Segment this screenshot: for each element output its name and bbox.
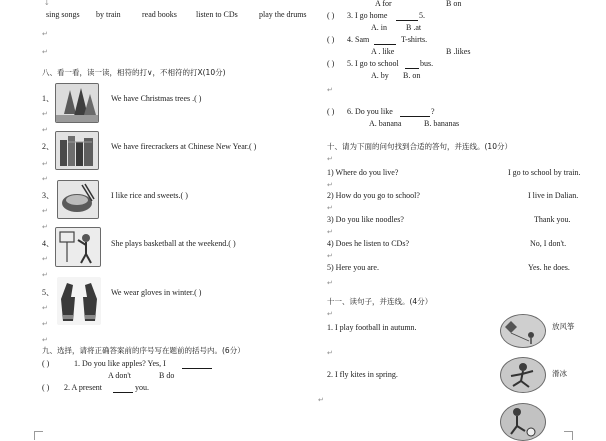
answer-paren: ( ): [327, 11, 335, 20]
question-item: 3) Do you like noodles?: [327, 215, 404, 224]
item-number: 1、: [42, 94, 54, 103]
paragraph-mark: ↵: [42, 30, 48, 38]
question-tail: 5.: [419, 11, 425, 20]
answer-blank: [400, 108, 430, 117]
answer-blank: [405, 60, 419, 69]
option-b: B on: [446, 0, 462, 8]
paragraph-mark: ↵: [42, 207, 48, 215]
paragraph-mark: ↵: [42, 175, 48, 183]
answer-paren: ( ): [327, 59, 335, 68]
question-item: 4) Does he listen to CDs?: [327, 239, 409, 248]
kite-flying-picture: [500, 314, 546, 348]
paragraph-mark: ↵: [42, 304, 48, 312]
paragraph-mark: ↵: [327, 155, 333, 163]
sentence-item: 2. I fly kites in spring.: [327, 370, 398, 379]
paragraph-mark: ↵: [327, 279, 333, 287]
activity-word: read books: [142, 10, 177, 19]
paragraph-mark: ↵: [327, 228, 333, 236]
picture-label: 放风筝: [552, 322, 575, 331]
activity-word: listen to CDs: [196, 10, 238, 19]
question-tail: T-shirts.: [401, 35, 428, 44]
activity-word: by train: [96, 10, 121, 19]
answer-item: Thank you.: [534, 215, 571, 224]
question-tail: ?: [431, 107, 435, 116]
question-item: 1) Where do you live?: [327, 168, 399, 177]
firecrackers-picture: [55, 131, 99, 170]
gloves-picture: [57, 277, 101, 325]
paragraph-mark: ↵: [327, 310, 333, 318]
option-a: A . like: [371, 47, 395, 56]
question-item: 2) How do you go to school?: [327, 191, 420, 200]
paragraph-mark: ↵: [327, 349, 333, 357]
section9-title: 九、选择，请将正确答案前的序号写在题前的括号内。(6分）: [42, 346, 245, 355]
answer-blank: [374, 36, 396, 45]
question-tail: bus.: [420, 59, 434, 68]
answer-blank: [396, 12, 418, 21]
paragraph-mark: ↵: [42, 126, 48, 134]
option-a: A don't: [108, 371, 131, 380]
answer-item: I go to school by train.: [508, 168, 581, 177]
football-picture: [500, 403, 546, 441]
answer-item: Yes. he does.: [528, 263, 570, 272]
item-sentence: We have firecrackers at Chinese New Year.( ): [111, 142, 257, 151]
answer-paren: ( ): [327, 107, 335, 116]
option-a: A. in: [371, 23, 387, 32]
basketball-picture: [55, 227, 101, 267]
paragraph-mark: ↵: [42, 160, 48, 168]
option-b: B .at: [406, 23, 422, 32]
answer-blank: [182, 360, 212, 369]
answer-paren: ( ): [42, 359, 50, 368]
paragraph-mark: ↵: [42, 336, 48, 344]
option-b: B. on: [403, 71, 421, 80]
answer-blank: [113, 384, 133, 393]
rice-and-sweets-picture: [57, 180, 99, 219]
item-sentence: We wear gloves in winter.( ): [111, 288, 202, 297]
question-text: 5. I go to school: [347, 59, 399, 68]
option-a: A for: [375, 0, 392, 8]
question-text: 3. I go home: [347, 11, 388, 20]
question-text: 6. Do you like: [347, 107, 393, 116]
item-number: 2、: [42, 142, 54, 151]
answer-item: No, I don't.: [530, 239, 567, 248]
section10-title: 十、请为下面的问句找到合适的答句，并连线。(10分）: [327, 142, 512, 151]
paragraph-mark: ↵: [42, 320, 48, 328]
option-b: B. bananas: [424, 119, 460, 128]
item-number: 4、: [42, 239, 54, 248]
paragraph-mark: ↵: [42, 255, 48, 263]
paragraph-mark: ↵: [42, 110, 48, 118]
question-text: 1. Do you like apples? Yes, I: [74, 359, 166, 368]
question-text: 4. Sam: [347, 35, 370, 44]
sentence-item: 1. I play football in autumn.: [327, 323, 417, 332]
option-b: B .likes: [446, 47, 471, 56]
activity-word: sing songs: [46, 10, 80, 19]
paragraph-mark: ↵: [327, 86, 333, 94]
item-sentence: We have Christmas trees .( ): [111, 94, 202, 103]
answer-item: I live in Dalian.: [528, 191, 579, 200]
paragraph-mark: ↵: [42, 271, 48, 279]
paragraph-mark: ↵: [318, 396, 324, 404]
item-sentence: I like rice and sweets.( ): [111, 191, 188, 200]
item-sentence: She plays basketball at the weekend.( ): [111, 239, 236, 248]
paragraph-mark: ↵: [327, 204, 333, 212]
paragraph-mark: ↵: [42, 48, 48, 56]
option-a: A. by: [371, 71, 389, 80]
option-a: A. banana: [369, 119, 402, 128]
skating-picture: [500, 357, 546, 393]
question-text: 2. A present: [64, 383, 102, 392]
paragraph-mark: ↵: [327, 252, 333, 260]
paragraph-mark: ↵: [327, 181, 333, 189]
paragraph-mark: ↵: [42, 223, 48, 231]
activity-word: play the drums: [259, 10, 307, 19]
option-b: B do: [159, 371, 175, 380]
picture-label: 滑冰: [552, 369, 567, 378]
question-tail: you.: [135, 383, 149, 392]
christmas-trees-picture: [55, 83, 99, 123]
section8-title: 八、看一看，读一读，相符的打∨，不相符的打X(10分): [42, 68, 226, 77]
answer-paren: ( ): [327, 35, 335, 44]
section11-title: 十一、读句子，并连线。(4分）: [327, 297, 433, 306]
item-number: 5、: [42, 288, 54, 297]
question-item: 5) Here you are.: [327, 263, 379, 272]
answer-paren: ( ): [42, 383, 50, 392]
arrow-mark: ↓: [44, 0, 50, 7]
item-number: 3、: [42, 191, 54, 200]
